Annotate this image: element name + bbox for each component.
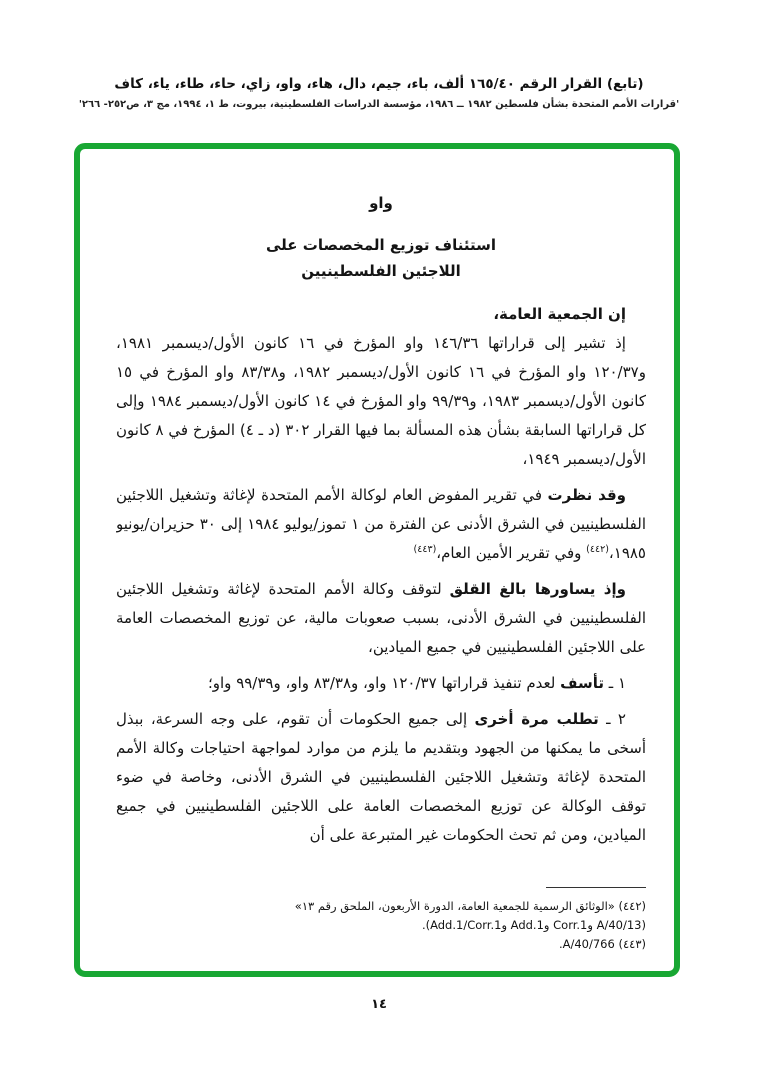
preamble-paragraph-3 (116, 575, 646, 662)
operative-paragraph-1 (116, 669, 646, 698)
resolution-box (74, 143, 680, 977)
preamble-2-lead: وقد نظرت (547, 486, 626, 504)
page-number: ١٤ (371, 997, 387, 1012)
operative-2-lead: تطلب مرة أخرى (474, 710, 599, 728)
source-citation: 'قرارات الأمم المتحدة بشأن فلسطين ١٩٨٢ ــ ١٩٨٦، مؤسسة الدراسات الفلسطينية، بيروت، ط ١، ١٩٩٤، مج ٣، ص٢٥٢- ٢٦٦' (78, 99, 680, 110)
preamble-2-text-a: في تقرير المفوض العام لوكالة الأمم المتحدة لإغاثة وتشغيل اللاجئين الفلسطينيين في الشرق الأدنى عن الفترة من ١ تموز/يوليو ١٩٨٤ إلى ٣٠ حزيران/يونيو ١٩٨٥، (116, 486, 646, 562)
footnote-443: (٤٤٣) A/40/766. (558, 937, 646, 951)
footnote-ref-443: (٤٤٣) (413, 544, 437, 555)
footnote-ref-442: (٤٤٢) (586, 544, 609, 555)
preamble-3-lead: وإذ يساورها بالغ القلق (449, 580, 626, 598)
citation-header (0, 76, 758, 110)
operative-2-text: إلى جميع الحكومات أن تقوم، على وجه السرعة، ببذل أسخى ما يمكنها من الجهود وبتقديم ما يلزم من موارد لمواجهة احتياجات وكالة الأمم المتحدة لإغاثة وتشغيل اللاجئين الفلسطينيين في الشرق الأدنى، وخاصة في ضوء توقف الوكالة عن توزيع المخصصات العامة على اللاجئين الفلسطينيين في جميع الميادين، ومن ثم تحث الحكومات غير المتبرعة على أن (116, 710, 646, 844)
resolution-continuation-title: (تابع) القرار الرقم ١٦٥/٤٠ ألف، باء، جيم، دال، هاء، واو، زاي، حاء، طاء، ياء، كاف (114, 76, 644, 92)
operative-1-text: لعدم تنفيذ قراراتها ١٢٠/٣٧ واو، و٨٣/٣٨ واو، و٩٩/٣٩ واو؛ (207, 674, 556, 692)
footnote-442-line1: (٤٤٢) «الوثائق الرسمية للجمعية العامة، الدورة الأربعون، الملحق رقم ١٣» (294, 899, 646, 913)
preamble-2-text-b: وفي تقرير الأمين العام، (436, 544, 582, 562)
preamble-paragraph-2 (116, 481, 646, 568)
footnotes-block (116, 887, 646, 954)
resolution-text (116, 183, 646, 855)
preamble-paragraph-1 (116, 329, 646, 474)
resolution-title-line2: اللاجئين الفلسطينيين (301, 262, 461, 280)
footnote-442-line2: (A/40/13 وCorr.1 وAdd.1 وAdd.1/Corr.1). (421, 918, 646, 932)
resolution-title-line1: استئناف توزيع المخصصات على (266, 236, 496, 254)
preamble-1-text: إلى قراراتها ١٤٦/٣٦ واو المؤرخ في ١٦ كانون الأول/ديسمبر ١٩٨١، و١٢٠/٣٧ واو المؤرخ في ١٦ كانون الأول/ديسمبر ١٩٨٢، و٨٣/٣٨ واو المؤرخ في ١٥ كانون الأول/ديسمبر ١٩٨٣، و٩٩/٣٩ واو المؤرخ في ١٤ كانون الأول/ديسمبر ١٩٨٤ وإلى كل قراراتها السابقة بشأن هذه المسألة بما فيها القرار ٣٠٢ (د ـ ٤) المؤرخ في ٨ كانون الأول/ديسمبر ١٩٤٩، (116, 334, 646, 468)
resolution-title (116, 232, 646, 284)
section-letter: واو (369, 194, 393, 212)
footnote-divider (546, 887, 646, 888)
operative-paragraph-2 (116, 705, 646, 850)
preamble-3-text: لتوقف وكالة الأمم المتحدة لإغاثة وتشغيل اللاجئين الفلسطينيين في الشرق الأدنى، بسبب صعوبات مالية، عن توزيع المخصصات العامة على اللاجئين الفلسطينيين في جميع الميادين، (116, 580, 646, 656)
operative-1-number: ١ ـ (608, 674, 626, 692)
operative-1-lead: تأسف (560, 674, 604, 692)
preamble-1-lead: إذ تشير (575, 334, 626, 352)
opening-phrase: إن الجمعية العامة، (493, 305, 626, 323)
operative-2-number: ٢ ـ (606, 710, 626, 728)
